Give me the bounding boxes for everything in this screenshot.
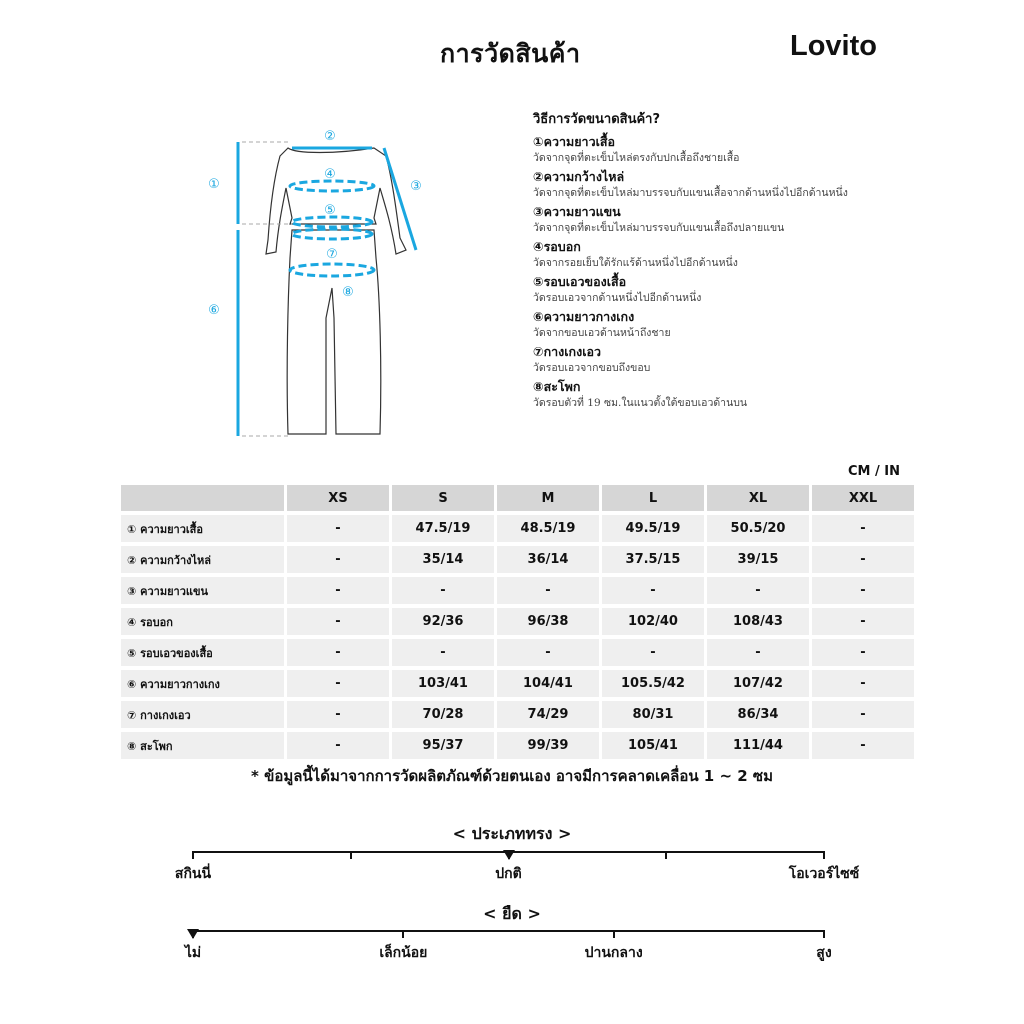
fit-scale-title: < ประเภททรง > (452, 824, 572, 843)
marker-8: ⑧ (342, 285, 354, 300)
stretch-scale-tick (402, 930, 404, 938)
fit-scale-label: โอเวอร์ไซซ์ (788, 866, 860, 882)
table-cell: 99/39 (497, 732, 599, 759)
stretch-scale-line (193, 930, 824, 932)
table-header-xl: XL (707, 485, 809, 511)
fit-scale-tick (192, 851, 194, 859)
table-cell: 95/37 (392, 732, 494, 759)
size-table (118, 481, 917, 763)
table-row (121, 639, 914, 666)
stretch-scale-tick (613, 930, 615, 938)
marker-7: ⑦ (326, 247, 338, 262)
table-cell: 36/14 (497, 546, 599, 573)
table-cell: 86/34 (707, 701, 809, 728)
guide-item-desc: วัดจากจุดที่ตะเข็บไหล่มาบรรจบกับแขนเสื้อถึงปลายแขน (533, 222, 785, 234)
table-row (121, 515, 914, 542)
table-row (121, 577, 914, 604)
page-title: การวัดสินค้า (440, 39, 581, 68)
guide-item-name: ③ความยาวแขน (533, 204, 621, 219)
guide-item-name: ⑧สะโพก (533, 379, 581, 394)
guide-item-name: ②ความกว้างไหล่ (533, 169, 625, 184)
row-label: ③ ความยาวแขน (121, 577, 284, 604)
guide-heading: วิธีการวัดขนาดสินค้า? (533, 112, 661, 127)
table-header-m: M (497, 485, 599, 511)
fit-scale-tick (350, 851, 352, 859)
table-cell: - (287, 608, 389, 635)
table-cell: - (707, 577, 809, 604)
table-cell: 74/29 (497, 701, 599, 728)
table-cell: 47.5/19 (392, 515, 494, 542)
guide-item (533, 238, 953, 271)
table-row (121, 608, 914, 635)
guide-item (533, 168, 953, 201)
table-row (121, 732, 914, 759)
row-label: ⑦ กางเกงเอว (121, 701, 284, 728)
guide-item-desc: วัดรอบเอวจากด้านหนึ่งไปอีกด้านหนึ่ง (533, 292, 702, 304)
guide-item-desc: วัดรอบเอวจากขอบถึงขอบ (533, 362, 651, 374)
guide-item-name: ①ความยาวเสื้อ (533, 134, 615, 149)
guide-item (533, 203, 953, 236)
marker-4: ④ (324, 167, 336, 182)
table-cell: - (392, 639, 494, 666)
table-cell: - (602, 639, 704, 666)
table-cell: 103/41 (392, 670, 494, 697)
table-cell: - (812, 639, 914, 666)
stretch-scale-title: < ยืด > (483, 904, 541, 923)
table-cell: 80/31 (602, 701, 704, 728)
row-label: ⑧ สะโพก (121, 732, 284, 759)
table-cell: - (707, 639, 809, 666)
table-cell: 50.5/20 (707, 515, 809, 542)
table-cell: - (812, 608, 914, 635)
guide-item (533, 308, 953, 341)
guide-item-desc: วัดจากรอยเย็บใต้รักแร้ด้านหนึ่งไปอีกด้านหนึ่ง (533, 257, 738, 269)
table-cell: 105/41 (602, 732, 704, 759)
unit-label: CM / IN (848, 464, 900, 479)
guide-item-desc: วัดจากจุดที่ตะเข็บไหล่ตรงกับปกเสื้อถึงชายเสื้อ (533, 152, 740, 164)
stretch-scale-label: เล็กน้อย (379, 945, 428, 961)
table-cell: 92/36 (392, 608, 494, 635)
marker-3: ③ (410, 179, 422, 194)
table-cell: - (287, 639, 389, 666)
table-cell: 108/43 (707, 608, 809, 635)
table-cell: - (287, 577, 389, 604)
table-cell: 35/14 (392, 546, 494, 573)
marker-2: ② (324, 129, 336, 144)
table-cell: - (812, 546, 914, 573)
table-row (121, 670, 914, 697)
table-cell: - (287, 515, 389, 542)
guide-item-desc: วัดจากจุดที่ตะเข็บไหล่มาบรรจบกับแขนเสื้อจากด้านหนึ่งไปอีกด้านหนึ่ง (533, 187, 848, 199)
measuring-guide (533, 108, 953, 413)
fit-scale-tick (823, 851, 825, 859)
table-row (121, 701, 914, 728)
guide-item-name: ⑥ความยาวกางเกง (533, 309, 635, 324)
table-cell: 37.5/15 (602, 546, 704, 573)
table-cell: - (812, 732, 914, 759)
table-header-xs: XS (287, 485, 389, 511)
fit-scale-tick (665, 851, 667, 859)
row-label: ⑥ ความยาวกางเกง (121, 670, 284, 697)
table-cell: - (287, 546, 389, 573)
table-row (121, 546, 914, 573)
table-header-row (121, 485, 914, 511)
stretch-scale-marker (187, 929, 199, 939)
guide-item (533, 133, 953, 166)
brand-logo: Lovito (790, 30, 877, 62)
marker-5: ⑤ (324, 203, 336, 218)
row-label: ⑤ รอบเอวของเสื้อ (121, 639, 284, 666)
guide-item-name: ⑦กางเกงเอว (533, 344, 602, 359)
table-cell: - (497, 639, 599, 666)
table-cell: 102/40 (602, 608, 704, 635)
guide-item (533, 378, 953, 411)
guide-item-name: ⑤รอบเอวของเสื้อ (533, 274, 627, 289)
table-cell: - (497, 577, 599, 604)
stretch-scale-label: สูง (816, 945, 832, 961)
table-cell: - (392, 577, 494, 604)
guide-item (533, 343, 953, 376)
row-label: ④ รอบอก (121, 608, 284, 635)
stretch-scale-label: ปานกลาง (584, 945, 643, 961)
fit-scale-label: สกินนี่ (174, 866, 212, 882)
table-cell: 48.5/19 (497, 515, 599, 542)
row-label: ① ความยาวเสื้อ (121, 515, 284, 542)
table-cell: 105.5/42 (602, 670, 704, 697)
table-cell: 111/44 (707, 732, 809, 759)
table-cell: 96/38 (497, 608, 599, 635)
guide-item-desc: วัดจากขอบเอวด้านหน้าถึงชาย (533, 327, 671, 339)
table-header-l: L (602, 485, 704, 511)
table-cell: - (602, 577, 704, 604)
stretch-scale-label: ไม่ (184, 945, 202, 961)
table-cell: 70/28 (392, 701, 494, 728)
guide-item-name: ④รอบอก (533, 239, 581, 254)
fit-scale-marker (503, 850, 515, 860)
table-header-xxl: XXL (812, 485, 914, 511)
marker-6: ⑥ (208, 303, 220, 318)
table-cell: - (812, 577, 914, 604)
table-cell: - (287, 670, 389, 697)
fit-scale-label: ปกติ (495, 866, 522, 882)
garment-diagram (196, 118, 436, 448)
guide-item-desc: วัดรอบตัวที่ 19 ซม.ในแนวตั้งใต้ขอบเอวด้านบน (533, 397, 748, 409)
table-cell: - (287, 701, 389, 728)
table-cell: 39/15 (707, 546, 809, 573)
marker-1: ① (208, 177, 220, 192)
table-cell: - (812, 515, 914, 542)
guide-item (533, 273, 953, 306)
table-cell: - (287, 732, 389, 759)
table-cell: 104/41 (497, 670, 599, 697)
table-cell: - (812, 701, 914, 728)
measurement-note: * ข้อมูลนี้ได้มาจากการวัดผลิตภัณฑ์ด้วยตนเอง อาจมีการคลาดเคลื่อน 1 ~ 2 ซม (251, 767, 773, 785)
table-cell: 49.5/19 (602, 515, 704, 542)
table-header-s: S (392, 485, 494, 511)
table-cell: 107/42 (707, 670, 809, 697)
table-cell: - (812, 670, 914, 697)
table-header-blank (121, 485, 284, 511)
stretch-scale-tick (823, 930, 825, 938)
row-label: ② ความกว้างไหล่ (121, 546, 284, 573)
